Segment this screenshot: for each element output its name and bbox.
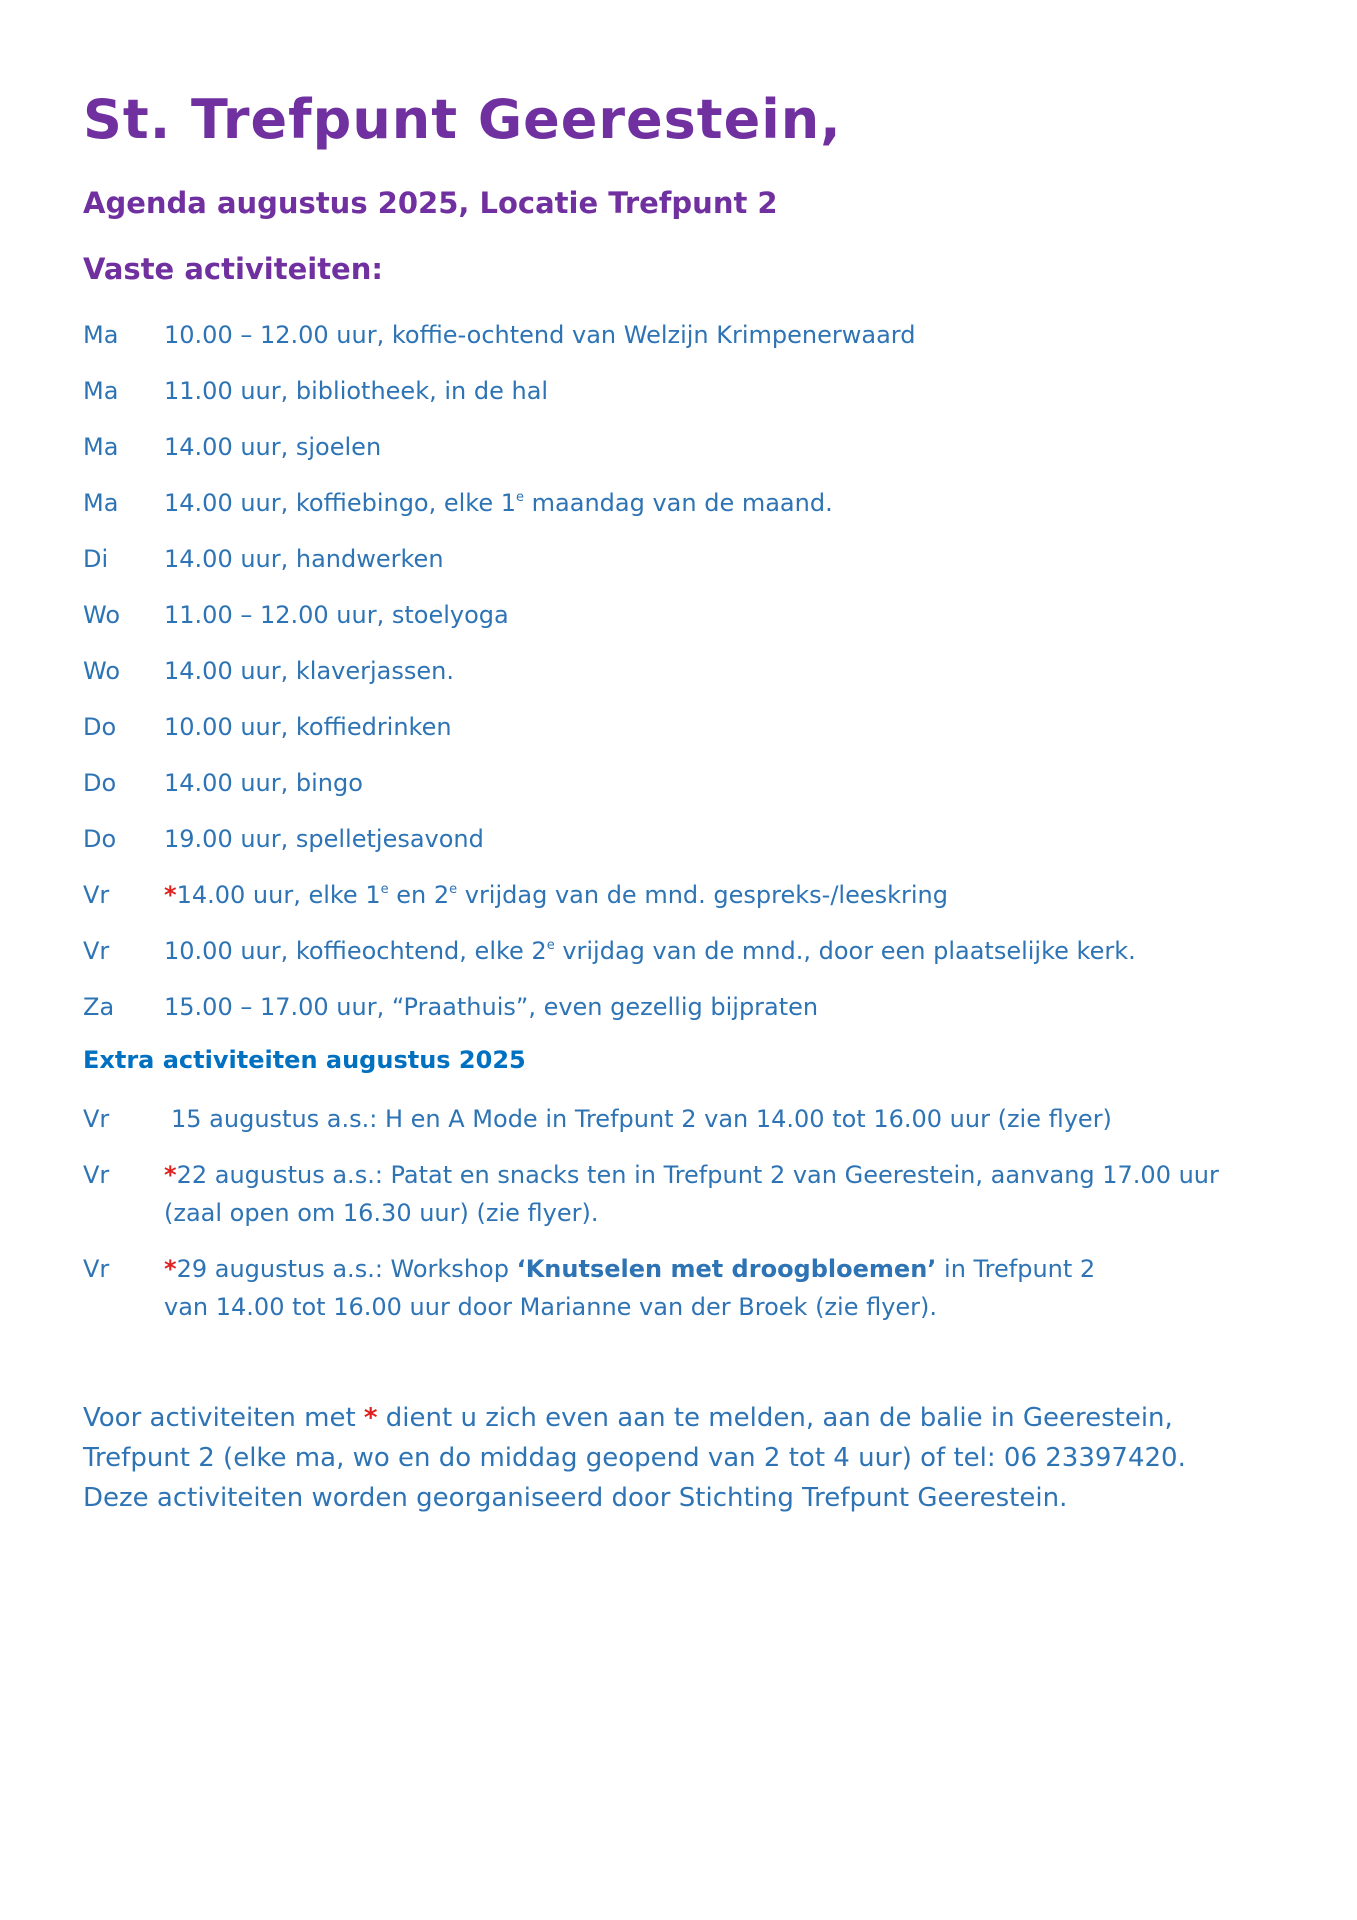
activity-text xyxy=(164,488,833,518)
activity-text: 15 augustus a.s.: H en A Mode in Trefpunt 2 van 14.00 tot 16.00 uur (zie flyer) xyxy=(171,1105,1112,1133)
note-line: Deze activiteiten worden georganiseerd door Stichting Trefpunt Geerestein. xyxy=(83,1483,1068,1513)
ordinal-suffix: e xyxy=(546,938,555,953)
activity-day: Ma xyxy=(83,489,119,517)
activity-text-part: in Trefpunt 2 xyxy=(936,1255,1096,1283)
activity-day: Vr xyxy=(83,1161,110,1189)
registration-star: * xyxy=(363,1403,378,1433)
activity-day: Ma xyxy=(83,433,119,461)
ordinal-suffix: e xyxy=(516,490,525,505)
activity-day: Di xyxy=(83,545,109,573)
activity-text-part: en 2 xyxy=(388,881,450,909)
activity-day: Vr xyxy=(83,1255,110,1283)
activity-day: Za xyxy=(83,993,115,1021)
activity-text: 14.00 uur, sjoelen xyxy=(164,433,382,461)
activity-text: 10.00 uur, koffiedrinken xyxy=(164,713,452,741)
activity-text-part: vrijdag van de mnd., door een plaatselijke kerk. xyxy=(554,937,1136,965)
activity-text: 19.00 uur, spelletjesavond xyxy=(164,825,484,853)
extra-activities-heading: Extra activiteiten augustus 2025 xyxy=(83,1046,526,1074)
activity-text: 10.00 – 12.00 uur, koffie-ochtend van Welzijn Krimpenerwaard xyxy=(164,321,916,349)
activity-text: (zaal open om 16.30 uur) (zie flyer). xyxy=(164,1199,599,1227)
agenda-subtitle: Agenda augustus 2025, Locatie Trefpunt 2 xyxy=(83,186,778,220)
note-line xyxy=(83,1398,1186,1438)
registration-star: * xyxy=(164,1255,177,1283)
activity-day: Do xyxy=(83,713,117,741)
activity-day: Ma xyxy=(83,321,119,349)
ordinal-suffix: e xyxy=(380,882,389,897)
registration-star: * xyxy=(164,1161,177,1189)
activity-text-part: 14.00 uur, elke 1 xyxy=(176,881,381,909)
activity-text: van 14.00 tot 16.00 uur door Marianne van der Broek (zie flyer). xyxy=(164,1293,938,1321)
activity-text xyxy=(164,1160,1219,1190)
activity-day: Wo xyxy=(83,601,121,629)
workshop-title: ‘Knutselen met droogbloemen’ xyxy=(516,1255,937,1283)
activity-text: 14.00 uur, handwerken xyxy=(164,545,444,573)
activity-text: 14.00 uur, bingo xyxy=(164,769,363,797)
activity-text-part: 29 augustus a.s.: Workshop xyxy=(176,1255,517,1283)
activity-text: 11.00 uur, bibliotheek, in de hal xyxy=(164,377,549,405)
activity-day: Wo xyxy=(83,657,121,685)
note-text: dient u zich even aan te melden, aan de balie in Geerestein, xyxy=(377,1403,1173,1433)
activity-text xyxy=(164,880,948,910)
activity-text xyxy=(164,1254,1095,1284)
page-title: St. Trefpunt Geerestein, xyxy=(83,88,842,151)
activity-text: 11.00 – 12.00 uur, stoelyoga xyxy=(164,601,509,629)
activity-day: Vr xyxy=(83,881,110,909)
activity-day: Vr xyxy=(83,937,110,965)
activity-text-part: 10.00 uur, koffieochtend, elke 2 xyxy=(164,937,547,965)
note-line: Trefpunt 2 (elke ma, wo en do middag geopend van 2 tot 4 uur) of tel: 06 23397420. xyxy=(83,1443,1186,1473)
activity-text-part: 14.00 uur, koffiebingo, elke 1 xyxy=(164,489,517,517)
activity-text-part: vrijdag van de mnd. gespreks-/leeskring xyxy=(457,881,948,909)
ordinal-suffix: e xyxy=(449,882,458,897)
registration-star: * xyxy=(164,881,177,909)
activity-text: 15.00 – 17.00 uur, “Praathuis”, even gezellig bijpraten xyxy=(164,993,819,1021)
activity-day: Vr xyxy=(83,1105,110,1133)
activity-text xyxy=(164,936,1136,966)
registration-note xyxy=(83,1398,1186,1518)
activity-day: Do xyxy=(83,769,117,797)
fixed-activities-heading: Vaste activiteiten: xyxy=(83,252,383,286)
activity-text-part: 22 augustus a.s.: Patat en snacks ten in Trefpunt 2 van Geerestein, aanvang 17.00 uur xyxy=(176,1161,1219,1189)
activity-text: 14.00 uur, klaverjassen. xyxy=(164,657,454,685)
activity-day: Do xyxy=(83,825,117,853)
activity-day: Ma xyxy=(83,377,119,405)
note-text: Voor activiteiten met xyxy=(83,1403,364,1433)
activity-text-part: maandag van de maand. xyxy=(524,489,833,517)
